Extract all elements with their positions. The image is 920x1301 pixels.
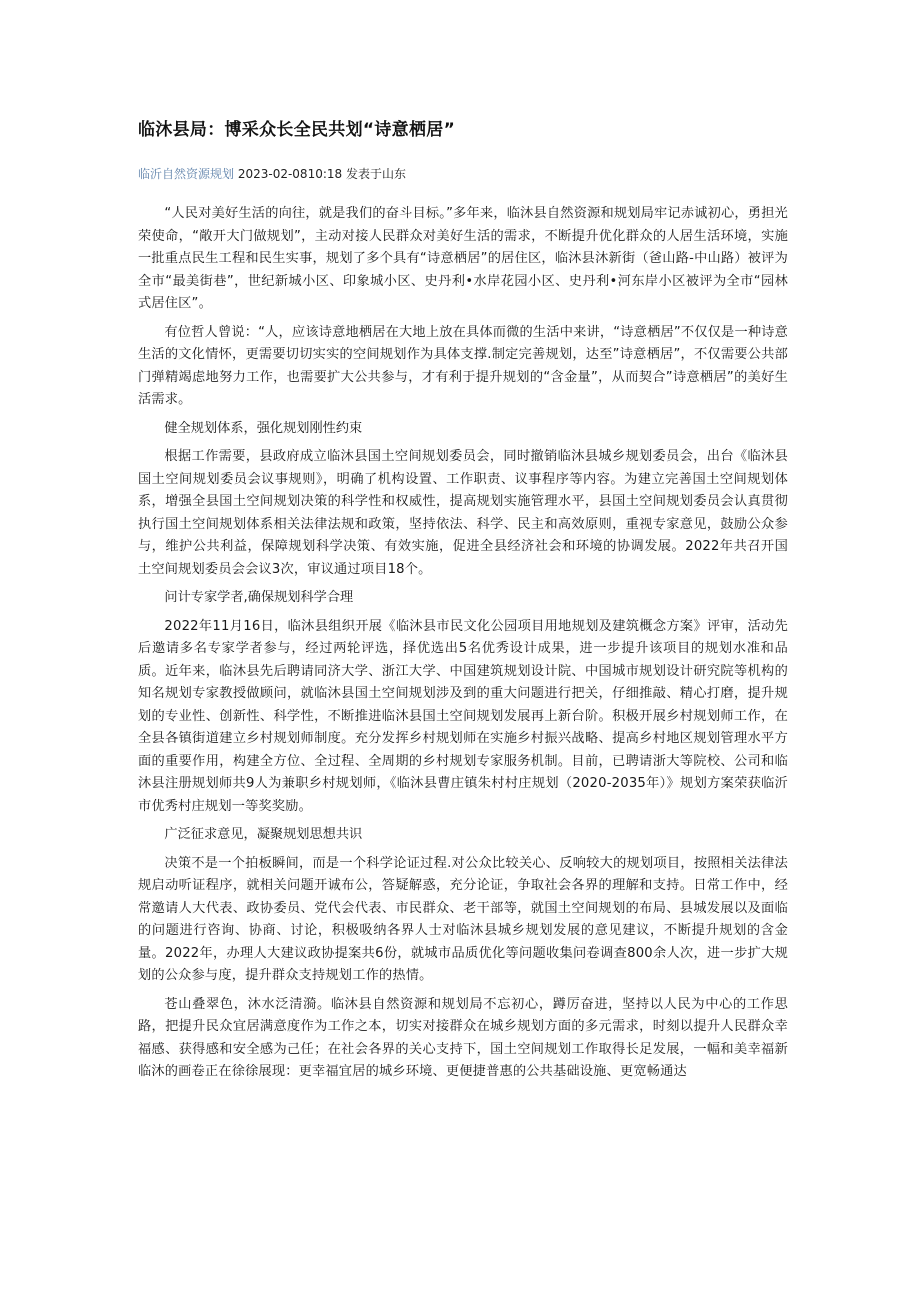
article-meta: [138, 166, 406, 182]
article-body: [138, 203, 788, 1090]
publish-info: 2023-02-0810:18 发表于山东: [234, 167, 406, 181]
paragraph: “人民对美好生活的向往，就是我们的奋斗目标。”多年来，临沐县自然资源和规划局牢记赤诚初心，勇担光荣使命，“敞开大门做规划”，主动对接人民群众对美好生活的需求，不断提升优化群众的人居生活环境，实施一批重点民生工程和民生实事，规划了多个具有“诗意栖居”的居住区，临沐县沐新街（爸山路-中山路）被评为全市“最美街巷”，世纪新城小区、印象城小区、史丹利•水岸花园小区、史丹利•河东岸小区被评为全市“园林式居住区”。: [138, 206, 788, 311]
paragraph: 决策不是一个拍板瞬间，而是一个科学论证过程.对公众比较关心、反响较大的规划项目，按照相关法律法规启动听证程序，就相关问题开诚布公，答疑解惑，充分论证，争取社会各界的理解和支持。日常工作中，经常邀请人大代表、政协委员、党代会代表、市民群众、老干部等，就国土空间规划的布局、县城发展以及面临的问题进行咨询、协商、讨论，积极吸纳各界人士对临沐县城乡规划发展的意见建议，不断提升规划的含金量。2022年，办理人大建议政协提案共6份，就城市品质优化等问题收集问卷调查800余人次，进一步扩大规划的公众参与度，提升群众支持规划工作的热情。: [138, 855, 788, 983]
paragraph: 根据工作需要，县政府成立临沐县国土空间规划委员会，同时撤销临沐县城乡规划委员会，出台《临沐县国土空间规划委员会议事规则》，明确了机构设置、工作职责、议事程序等内容。为建立完善国土空间规划体系，增强全县国土空间规划决策的科学性和权威性，提高规划实施管理水平，县国土空间规划委员会认真贯彻执行国土空间规划体系相关法律法规和政策，坚持依法、科学、民主和高效原则，重视专家意见，鼓励公众参与，维护公共利益，保障规划科学决策、有效实施，促进全县经济社会和环境的协调发展。2022年共召开国土空间规划委员会会议3次，审议通过项目18个。: [138, 449, 788, 577]
paragraph: 有位哲人曾说：“人，应该诗意地栖居在大地上放在具体而微的生活中来讲，“诗意栖居”不仅仅是一种诗意生活的文化情怀，更需要切切实实的空间规划作为具体支撑.制定完善规划，达至”诗意栖居”，不仅需要公共部门弹精竭虑地努力工作，也需要扩大公共参与，才有利于提升规划的“含金量”，从而契合”诗意栖居”的美好生活需求。: [138, 324, 788, 407]
section-heading: 广泛征求意见，凝聚规划思想共识: [164, 827, 363, 842]
source-link[interactable]: 临沂自然资源规划: [138, 167, 235, 181]
paragraph: 苍山叠翠色，沐水泛清漪。临沐县自然资源和规划局不忘初心，蹲厉奋进，坚持以人民为中心的工作思路，把提升民众宜居满意度作为工作之本，切实对接群众在城乡规划方面的多元需求，时刻以提升人民群众幸福感、获得感和安全感为己任；在社会各界的关心支持下，国土空间规划工作取得长足发展，一幅和美幸福新临沐的画卷正在徐徐展现：更幸福宜居的城乡环境、更便捷普惠的公共基础设施、更宽畅通达: [138, 996, 788, 1079]
article-title: 临沐县局：博采众长全民共划“诗意栖居”: [138, 120, 456, 140]
section-heading: 问计专家学者,确保规划科学合理: [164, 590, 354, 605]
paragraph: 2022年11月16日，临沐县组织开展《临沐县市民文化公园项目用地规划及建筑概念方案》评审，活动先后邀请多名专家学者参与，经过两轮评选，择优选出5名优秀设计成果，进一步提升该项目的规划水准和品质。近年来，临沐县先后聘请同济大学、浙江大学、中国建筑规划设计院、中国城市规划设计研究院等机构的知名规划专家教授做顾问，就临沐县国土空间规划涉及到的重大问题进行把关，仔细推敲、精心打磨，提升规划的专业性、创新性、科学性，不断推进临沐县国土空间规划发展再上新台阶。积极开展乡村规划师工作，在全县各镇街道建立乡村规划师制度。充分发挥乡村规划师在实施乡村振兴战略、提高乡村地区规划管理水平方面的重要作用，构建全方位、全过程、全周期的乡村规划专家服务机制。目前，已聘请浙大等院校、公司和临沐县注册规划师共9人为兼职乡村规划师，《临沐县曹庄镇朱村村庄规划（2020-2035年）》规划方案荣获临沂市优秀村庄规划一等奖奖励。: [138, 618, 788, 814]
section-heading: 健全规划体系，强化规划刚性约束: [164, 420, 363, 436]
